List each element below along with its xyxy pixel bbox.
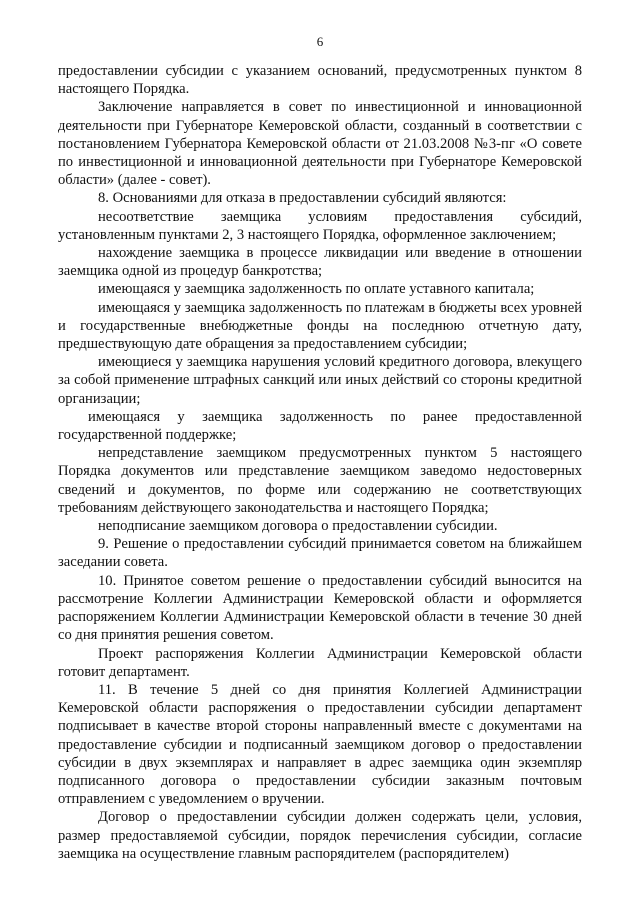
paragraph: Заключение направляется в совет по инвестиционной и инновационной деятельности при Губернаторе Кемеровской области, созданный в соответствии с постановлением Губернатора Кемеровской области от 21.03.2008 №3-пг «О совете по инвестиционной и инновационной деятельности при Губернаторе Кемеровской области» (далее - совет). [58,99,582,189]
paragraph: 10. Принятое советом решение о предоставлении субсидий выносится на рассмотрение Коллегии Администрации Кемеровской области и оформляется распоряжением Коллегии Администрации Кемеровской области в течение 30 дней со дня принятия решения советом. [58,572,582,644]
paragraph: имеющаяся у заемщика задолженность по платежам в бюджеты всех уровней и государственные внебюджетные фонды на последнюю отчетную дату, предшествующую дате обращения за предоставлением субсидии; [58,299,582,353]
paragraph: имеющиеся у заемщика нарушения условий кредитного договора, влекущего за собой применение штрафных санкций или иных действий со стороны кредитной организации; [58,354,582,407]
document-body [58,62,582,863]
paragraph: 11. В течение 5 дней со дня принятия Коллегией Администрации Кемеровской области распоряжения о предоставлении субсидии департамент подписывает в качестве второй стороны направленный вместе с документами на предоставление субсидии и подписанный заемщиком договор о предоставлении субсидии в двух экземплярах и направляет в адрес заемщика один экземпляр подписанного договора о предоставлении субсидии заказным почтовым отправлением с уведомлением о вручении. [58,681,582,808]
page-number: 6 [316,34,324,49]
paragraph: имеющаяся у заемщика задолженность по ранее предоставленной государственной поддержке; [58,408,582,444]
paragraph: 8. Основаниями для отказа в предоставлении субсидий являются: [98,190,507,207]
paragraph: неподписание заемщиком договора о предоставлении субсидии. [98,518,498,535]
paragraph: имеющаяся у заемщика задолженность по оплате уставного капитала; [98,281,535,298]
paragraph: 9. Решение о предоставлении субсидий принимается советом на ближайшем заседании совета. [58,536,582,571]
paragraph: нахождение заемщика в процессе ликвидации или введение в отношении заемщика одной из процедур банкротства; [58,245,582,280]
paragraph: Договор о предоставлении субсидии должен содержать цели, условия, размер предоставляемой субсидии, порядок перечисления субсидии, согласие заемщика на осуществление главным распорядителем (распорядителем) [58,809,582,862]
paragraph: непредставление заемщиком предусмотренных пунктом 5 настоящего Порядка документов или представление заемщиком заведомо недостоверных сведений и документов, по форме или содержанию не соответствующих требованиям действующего законодательства и настоящего Порядка; [58,445,582,516]
paragraph: несоответствие заемщика условиям предоставления субсидий, установленным пунктами 2, 3 настоящего Порядка, оформленное заключением; [58,208,582,243]
paragraph: предоставлении субсидии с указанием оснований, предусмотренных пунктом 8 настоящего Порядка. [58,63,582,98]
paragraph: Проект распоряжения Коллегии Администрации Кемеровской области готовит департамент. [58,645,582,680]
